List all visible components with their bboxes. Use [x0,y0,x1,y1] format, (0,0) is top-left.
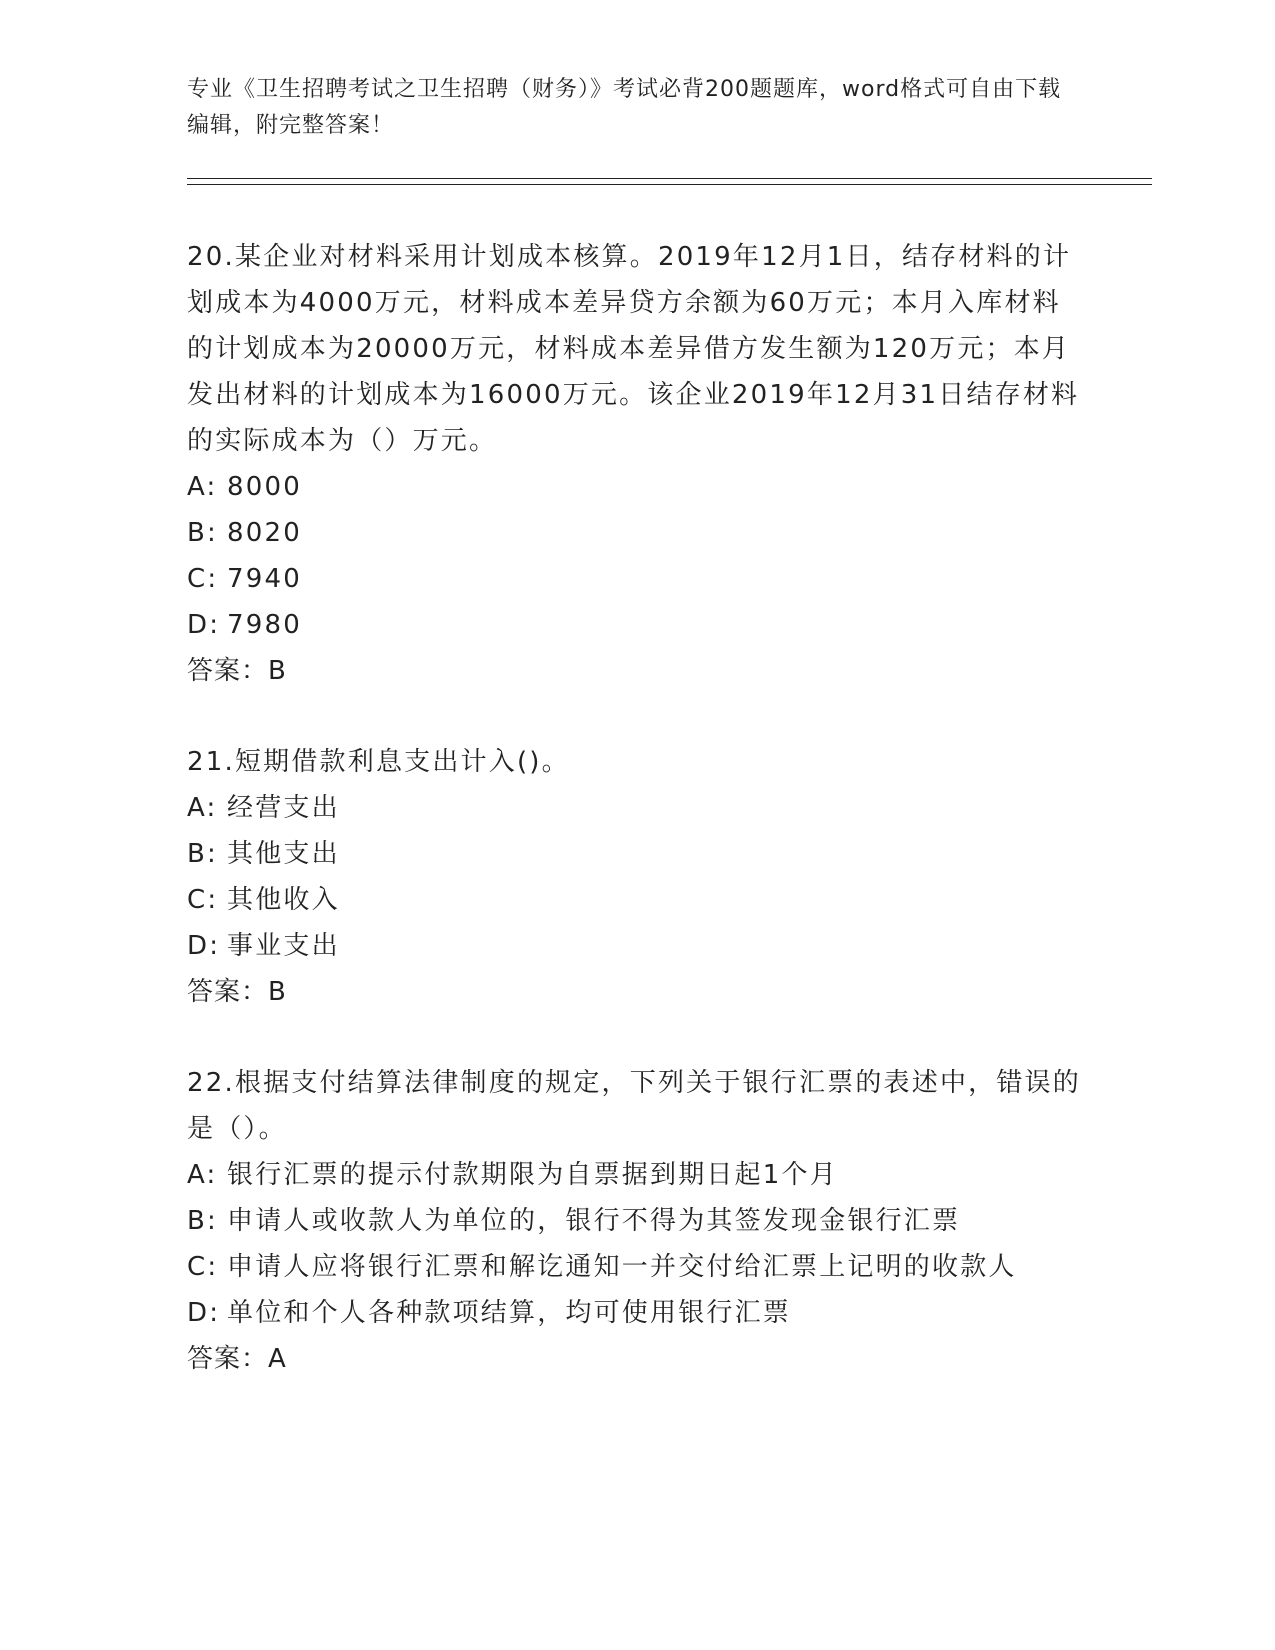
document-header [187,72,1067,144]
option-text: 事业支出 [227,931,340,961]
option-letter: B: [187,839,218,869]
option-a [187,785,1087,831]
question-list [187,234,1087,1427]
option-a [187,464,1087,510]
option-letter: A: [187,793,218,823]
option-d [187,602,1087,648]
option-text: 8020 [227,518,302,548]
question-stem: 20.某企业对材料采用计划成本核算。2019年12月1日，结存材料的计划成本为4000万元，材料成本差异贷方余额为60万元；本月入库材料的计划成本为20000万元，材料成本差异借方发生额为120万元；本月发出材料的计划成本为16000万元。该企业2019年12月31日结存材料的实际成本为（）万元。 [187,242,1080,456]
option-text: 申请人或收款人为单位的，银行不得为其签发现金银行汇票 [227,1206,961,1236]
question-stem: 22.根据支付结算法律制度的规定，下列关于银行汇票的表述中，错误的是（）。 [187,1068,1081,1144]
option-letter: D: [187,610,221,640]
option-b [187,831,1087,877]
option-text: 8000 [227,472,302,502]
option-text: 7940 [227,564,302,594]
option-letter: C: [187,1252,219,1282]
header-divider-bottom [187,184,1152,185]
option-letter: D: [187,931,221,961]
option-d [187,923,1087,969]
option-b [187,1198,1087,1244]
option-c [187,556,1087,602]
option-text: 其他收入 [227,885,340,915]
option-letter: B: [187,518,218,548]
option-b [187,510,1087,556]
option-c [187,1244,1087,1290]
option-letter: A: [187,1160,218,1190]
option-text: 其他支出 [227,839,340,869]
option-text: 7980 [227,610,302,640]
header-title: 专业《卫生招聘考试之卫生招聘（财务）》考试必背200题题库，word格式可自由下载编辑，附完整答案！ [187,77,1062,138]
answer-line: 答案：A [187,1344,287,1374]
option-letter: D: [187,1298,221,1328]
option-letter: A: [187,472,218,502]
question-stem: 21.短期借款利息支出计入()。 [187,747,570,777]
answer-line: 答案：B [187,656,287,686]
question-21 [187,739,1087,1015]
option-text: 申请人应将银行汇票和解讫通知一并交付给汇票上记明的收款人 [227,1252,1017,1282]
option-text: 银行汇票的提示付款期限为自票据到期日起1个月 [227,1160,838,1190]
option-d [187,1290,1087,1336]
header-divider-top [187,178,1152,179]
question-20 [187,234,1087,694]
option-c [187,877,1087,923]
option-a [187,1152,1087,1198]
option-letter: B: [187,1206,218,1236]
option-letter: C: [187,564,219,594]
option-text: 单位和个人各种款项结算，均可使用银行汇票 [227,1298,792,1328]
question-22 [187,1060,1087,1382]
answer-line: 答案：B [187,977,287,1007]
option-letter: C: [187,885,219,915]
option-text: 经营支出 [227,793,340,823]
